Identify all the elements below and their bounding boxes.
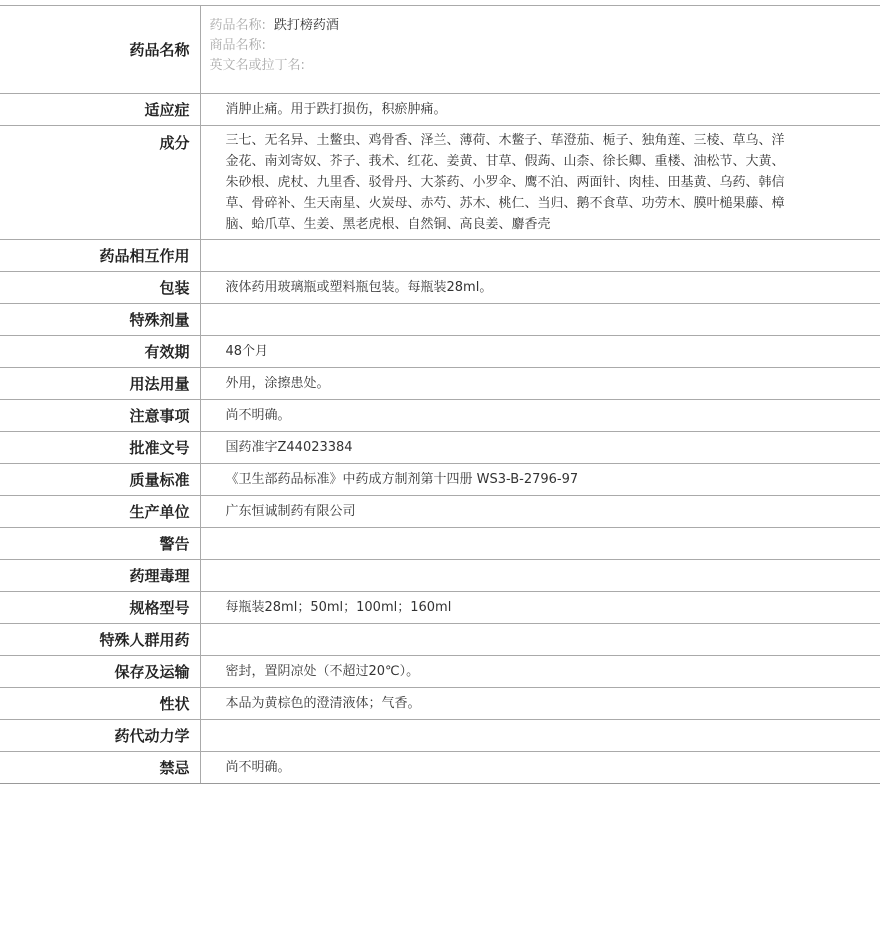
drug-name-value: 跌打榜药酒 [273, 18, 339, 33]
row-label: 生产单位 [0, 496, 200, 528]
table-row [0, 592, 880, 624]
row-label: 有效期 [0, 336, 200, 368]
table-row [0, 752, 880, 784]
row-label: 警告 [0, 528, 200, 560]
row-value: 外用，涂擦患处。 [200, 368, 880, 400]
row-value: 密封，置阴凉处（不超过20℃）。 [200, 656, 880, 688]
row-label: 批准文号 [0, 432, 200, 464]
row-label: 药品相互作用 [0, 240, 200, 272]
table-row [0, 656, 880, 688]
row-label: 规格型号 [0, 592, 200, 624]
row-label: 特殊人群用药 [0, 624, 200, 656]
table-row [0, 126, 880, 240]
table-row [0, 720, 880, 752]
table-row [0, 688, 880, 720]
drug-name-key: 药品名称: [209, 18, 266, 33]
row-value: 每瓶装28ml；50ml；100ml；160ml [200, 592, 880, 624]
row-value: 消肿止痛。用于跌打损伤，积瘀肿痛。 [200, 94, 880, 126]
row-value [200, 240, 880, 272]
row-value: 国药准字Z44023384 [200, 432, 880, 464]
row-value: 广东恒诚制药有限公司 [200, 496, 880, 528]
row-label: 成分 [0, 126, 200, 240]
table-row [0, 496, 880, 528]
row-value: 本品为黄棕色的澄清液体；气香。 [200, 688, 880, 720]
drug-spec-table [0, 5, 880, 784]
table-row [0, 336, 880, 368]
row-value [200, 528, 880, 560]
row-value [200, 720, 880, 752]
table-row [0, 400, 880, 432]
row-label: 注意事项 [0, 400, 200, 432]
row-value: 尚不明确。 [200, 752, 880, 784]
trade-name-line [210, 36, 791, 56]
row-label: 特殊剂量 [0, 304, 200, 336]
table-row [0, 368, 880, 400]
row-label: 药理毒理 [0, 560, 200, 592]
row-value [200, 560, 880, 592]
row-drug-names [0, 6, 880, 94]
row-value [200, 624, 880, 656]
table-row [0, 432, 880, 464]
table-row [0, 464, 880, 496]
row-label: 用法用量 [0, 368, 200, 400]
row-value: 尚不明确。 [200, 400, 880, 432]
row-label: 质量标准 [0, 464, 200, 496]
row-label: 禁忌 [0, 752, 200, 784]
row-value: 液体药用玻璃瓶或塑料瓶包装。每瓶装28ml。 [200, 272, 880, 304]
row-value: 三七、无名异、土鳖虫、鸡骨香、泽兰、薄荷、木鳖子、荜澄茄、栀子、独角莲、三棱、草乌、洋金花、南刘寄奴、芥子、莪术、红花、姜黄、甘草、假蒟、山柰、徐长卿、重楼、油松节、大黄、朱砂根、虎杖、九里香、驳骨丹、大茶药、小罗伞、鹰不泊、两面针、肉桂、田基黄、乌药、韩信草、骨碎补、生天南星、火炭母、赤芍、苏木、桃仁、当归、鹅不食草、功劳木、膜叶槌果藤、樟脑、蛤爪草、生姜、黑老虎根、自然铜、高良姜、麝香壳 [200, 126, 880, 240]
table-row [0, 272, 880, 304]
table-row [0, 624, 880, 656]
row-value: 48个月 [200, 336, 880, 368]
table-row [0, 94, 880, 126]
row-label: 适应症 [0, 94, 200, 126]
names-cell [200, 6, 880, 94]
trade-name-key: 商品名称: [209, 38, 266, 53]
latin-name-key: 英文名或拉丁名: [209, 58, 305, 73]
table-row [0, 560, 880, 592]
row-value: 《卫生部药品标准》中药成方制剂第十四册 WS3-B-2796-97 [200, 464, 880, 496]
row-label: 保存及运输 [0, 656, 200, 688]
latin-name-line [210, 56, 791, 76]
table-row [0, 304, 880, 336]
table-row [0, 240, 880, 272]
row-label: 药代动力学 [0, 720, 200, 752]
row-label: 性状 [0, 688, 200, 720]
row-label: 药品名称 [0, 6, 200, 94]
row-label: 包装 [0, 272, 200, 304]
drug-name-line [210, 16, 791, 36]
table-row [0, 528, 880, 560]
row-value [200, 304, 880, 336]
